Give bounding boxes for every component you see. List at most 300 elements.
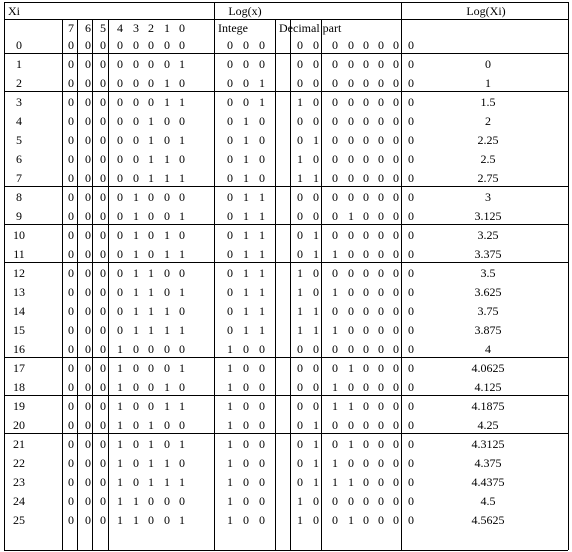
decimal-bit: 1: [313, 228, 319, 242]
decimal-bit: 0: [332, 38, 338, 52]
decimal-bit: 1: [297, 323, 303, 337]
bit-cell: 0: [85, 228, 91, 242]
bit-cell: 0: [164, 209, 170, 223]
bit-cell: 0: [100, 285, 106, 299]
decimal-bit: 0: [313, 57, 319, 71]
xi-value: 23: [13, 475, 25, 489]
decimal-bit: 1: [348, 399, 354, 413]
decimal-bit: 0: [348, 380, 354, 394]
bit-cell: 0: [100, 475, 106, 489]
decimal-bit: 0: [348, 133, 354, 147]
bit-index-label: 1: [164, 21, 170, 35]
bit-cell: 1: [117, 494, 123, 508]
decimal-bit: 0: [297, 418, 303, 432]
log-xi-value: 3.5: [480, 266, 496, 280]
bit-cell: 1: [133, 209, 139, 223]
decimal-bit: 0: [393, 133, 399, 147]
xi-value: 4: [16, 114, 22, 128]
log-xi-value: 4.3125: [471, 437, 505, 451]
bit-cell: 1: [164, 399, 170, 413]
integer-bit: 0: [227, 114, 233, 128]
decimal-bit: 0: [393, 38, 399, 52]
bit-cell: 0: [117, 38, 123, 52]
bit-cell: 0: [164, 361, 170, 375]
decimal-bit: 0: [393, 76, 399, 90]
column-divider: [214, 2, 215, 550]
log-xi-value: 3.375: [474, 247, 502, 261]
bit-cell: 0: [85, 190, 91, 204]
bit-cell: 0: [68, 171, 74, 185]
decimal-bit: 0: [363, 133, 369, 147]
decimal-bit: 0: [348, 266, 354, 280]
bit-cell: 0: [148, 494, 154, 508]
bit-index-label: 6: [85, 21, 91, 35]
decimal-bit: 1: [297, 171, 303, 185]
bit-cell: 0: [164, 437, 170, 451]
group-divider: [4, 224, 568, 225]
bit-cell: 1: [179, 513, 185, 527]
decimal-bit: 0: [363, 209, 369, 223]
decimal-bit: 0: [363, 380, 369, 394]
bit-cell: 0: [117, 57, 123, 71]
decimal-bit: 0: [393, 380, 399, 394]
integer-bit: 0: [227, 152, 233, 166]
bit-cell: 0: [68, 38, 74, 52]
bit-cell: 0: [117, 133, 123, 147]
bit-cell: 1: [117, 475, 123, 489]
decimal-bit: 0: [408, 76, 414, 90]
integer-bit: 0: [227, 323, 233, 337]
decimal-bit: 0: [378, 399, 384, 413]
decimal-bit: 0: [393, 323, 399, 337]
decimal-bit: 1: [313, 171, 319, 185]
decimal-bit: 0: [393, 171, 399, 185]
decimal-bit: 0: [408, 152, 414, 166]
xi-value: 21: [13, 437, 25, 451]
decimal-bit: 0: [393, 342, 399, 356]
column-divider: [62, 19, 63, 550]
bit-cell: 0: [117, 152, 123, 166]
decimal-bit: 0: [363, 152, 369, 166]
decimal-bit: 0: [297, 342, 303, 356]
bit-cell: 0: [117, 323, 123, 337]
bit-index-label: 4: [117, 21, 123, 35]
column-divider: [108, 19, 109, 550]
xi-value: 14: [13, 304, 25, 318]
bit-cell: 0: [85, 57, 91, 71]
decimal-bit: 0: [297, 133, 303, 147]
bit-cell: 0: [133, 76, 139, 90]
bit-index-label: 3: [133, 21, 139, 35]
integer-bit: 0: [243, 475, 249, 489]
decimal-bit: 0: [393, 494, 399, 508]
bit-cell: 1: [133, 190, 139, 204]
decimal-bit: 0: [408, 304, 414, 318]
decimal-bit: 0: [348, 38, 354, 52]
bit-cell: 0: [68, 361, 74, 375]
decimal-bit: 0: [378, 342, 384, 356]
bit-cell: 1: [179, 209, 185, 223]
bit-cell: 0: [85, 285, 91, 299]
decimal-bit: 0: [297, 380, 303, 394]
log-xi-value: 3.75: [477, 304, 499, 318]
decimal-bit: 0: [378, 247, 384, 261]
decimal-bit: 1: [313, 304, 319, 318]
integer-bit: 1: [243, 209, 249, 223]
column-divider: [92, 19, 93, 550]
xi-value: 16: [13, 342, 25, 356]
decimal-bit: 0: [378, 76, 384, 90]
decimal-bit: 0: [348, 152, 354, 166]
decimal-bit: 0: [313, 399, 319, 413]
bit-cell: 0: [133, 361, 139, 375]
decimal-bit: 1: [313, 456, 319, 470]
bit-cell: 0: [68, 95, 74, 109]
decimal-bit: 0: [408, 228, 414, 242]
bit-cell: 0: [148, 380, 154, 394]
bit-cell: 0: [179, 418, 185, 432]
integer-bit: 0: [243, 342, 249, 356]
integer-bit: 0: [243, 76, 249, 90]
decimal-bit: 0: [378, 323, 384, 337]
bit-cell: 0: [164, 190, 170, 204]
bit-cell: 1: [148, 456, 154, 470]
decimal-bit: 0: [378, 361, 384, 375]
bit-cell: 0: [179, 266, 185, 280]
integer-bit: 0: [259, 57, 265, 71]
decimal-bit: 0: [393, 114, 399, 128]
bit-cell: 0: [100, 304, 106, 318]
decimal-bit: 0: [363, 95, 369, 109]
bit-cell: 0: [85, 323, 91, 337]
decimal-bit: 0: [378, 228, 384, 242]
integer-bit: 1: [259, 304, 265, 318]
bit-cell: 0: [179, 304, 185, 318]
integer-bit: 0: [243, 456, 249, 470]
xi-value: 9: [16, 209, 22, 223]
bit-cell: 1: [164, 95, 170, 109]
integer-bit: 0: [227, 133, 233, 147]
decimal-bit: 0: [348, 494, 354, 508]
integer-bit: 0: [227, 285, 233, 299]
bit-cell: 0: [117, 228, 123, 242]
decimal-bit: 0: [378, 456, 384, 470]
bit-cell: 0: [68, 266, 74, 280]
bit-cell: 0: [68, 380, 74, 394]
decimal-bit: 0: [378, 57, 384, 71]
bit-cell: 1: [164, 228, 170, 242]
integer-bit: 0: [259, 38, 265, 52]
integer-bit: 0: [259, 399, 265, 413]
group-divider: [4, 433, 568, 434]
header-divider: [4, 19, 568, 20]
decimal-bit: 0: [297, 228, 303, 242]
decimal-bit: 0: [332, 133, 338, 147]
bit-cell: 1: [133, 494, 139, 508]
bit-cell: 0: [133, 399, 139, 413]
xi-value: 5: [16, 133, 22, 147]
bit-cell: 0: [85, 304, 91, 318]
decimal-bit: 0: [408, 190, 414, 204]
bit-cell: 0: [85, 361, 91, 375]
decimal-bit: 1: [313, 247, 319, 261]
bit-cell: 0: [100, 437, 106, 451]
bit-cell: 0: [68, 323, 74, 337]
integer-bit: 0: [227, 76, 233, 90]
decimal-bit: 0: [332, 437, 338, 451]
bit-cell: 0: [179, 190, 185, 204]
decimal-bit: 0: [332, 513, 338, 527]
bit-cell: 0: [85, 380, 91, 394]
decimal-bit: 0: [363, 228, 369, 242]
decimal-bit: 0: [363, 247, 369, 261]
bit-cell: 1: [117, 513, 123, 527]
integer-bit: 1: [259, 95, 265, 109]
bit-cell: 0: [117, 285, 123, 299]
integer-bit: 0: [259, 342, 265, 356]
integer-bit: 1: [227, 513, 233, 527]
bit-cell: 1: [179, 95, 185, 109]
bit-cell: 0: [100, 361, 106, 375]
integer-bit: 1: [243, 304, 249, 318]
bit-cell: 0: [100, 38, 106, 52]
decimal-bit: 0: [332, 342, 338, 356]
bit-cell: 0: [100, 342, 106, 356]
integer-bit: 1: [243, 266, 249, 280]
bit-cell: 0: [133, 437, 139, 451]
bit-cell: 1: [148, 171, 154, 185]
decimal-bit: 0: [297, 190, 303, 204]
integer-bit: 1: [259, 76, 265, 90]
integer-bit: 0: [243, 361, 249, 375]
integer-bit: 0: [227, 266, 233, 280]
bit-cell: 0: [117, 247, 123, 261]
integer-bit: 1: [227, 494, 233, 508]
decimal-bit: 0: [332, 494, 338, 508]
decimal-bit: 0: [348, 323, 354, 337]
decimal-bit: 0: [313, 76, 319, 90]
log-xi-value: 4.4375: [471, 475, 505, 489]
integer-bit: 1: [259, 266, 265, 280]
decimal-bit: 0: [408, 209, 414, 223]
log-xi-value: 2.5: [480, 152, 496, 166]
bit-cell: 0: [85, 266, 91, 280]
decimal-bit: 1: [297, 304, 303, 318]
integer-bit: 0: [259, 114, 265, 128]
bit-cell: 1: [117, 361, 123, 375]
decimal-bit: 0: [408, 57, 414, 71]
bit-cell: 0: [68, 209, 74, 223]
integer-bit: 0: [227, 247, 233, 261]
decimal-bit: 0: [393, 437, 399, 451]
integer-bit: 1: [243, 152, 249, 166]
decimal-bit: 0: [363, 437, 369, 451]
integer-bit: 1: [243, 247, 249, 261]
decimal-bit: 0: [297, 38, 303, 52]
decimal-bit: 0: [332, 304, 338, 318]
integer-bit: 0: [227, 57, 233, 71]
bit-cell: 0: [164, 418, 170, 432]
log-xi-value: 3.875: [474, 323, 502, 337]
decimal-bit: 0: [408, 285, 414, 299]
bit-cell: 1: [117, 456, 123, 470]
bit-cell: 0: [133, 152, 139, 166]
decimal-bit: 0: [378, 266, 384, 280]
decimal-bit: 0: [332, 76, 338, 90]
bit-cell: 0: [100, 247, 106, 261]
decimal-bit: 0: [393, 209, 399, 223]
xi-value: 10: [13, 228, 25, 242]
integer-bit: 0: [259, 361, 265, 375]
bit-cell: 1: [117, 418, 123, 432]
integer-bit: 0: [227, 304, 233, 318]
bit-cell: 1: [133, 266, 139, 280]
bit-cell: 1: [133, 285, 139, 299]
bit-cell: 0: [164, 342, 170, 356]
decimal-bit: 0: [332, 361, 338, 375]
decimal-bit: 0: [348, 95, 354, 109]
bit-cell: 1: [148, 323, 154, 337]
integer-bit: 1: [259, 247, 265, 261]
decimal-bit: 0: [363, 418, 369, 432]
decimal-bit: 0: [313, 494, 319, 508]
bit-cell: 0: [148, 209, 154, 223]
decimal-bit: 0: [393, 95, 399, 109]
log-xi-value: 2.25: [477, 133, 499, 147]
bit-cell: 0: [100, 171, 106, 185]
decimal-bit: 0: [363, 171, 369, 185]
decimal-bit: 0: [297, 437, 303, 451]
decimal-bit: 0: [378, 418, 384, 432]
bit-cell: 0: [68, 342, 74, 356]
bit-cell: 0: [68, 437, 74, 451]
log-xi-value: 3.25: [477, 228, 499, 242]
bit-cell: 0: [179, 76, 185, 90]
bit-cell: 0: [100, 95, 106, 109]
decimal-bit: 0: [363, 57, 369, 71]
log-xi-value: 3: [485, 190, 491, 204]
decimal-bit: 0: [393, 57, 399, 71]
decimal-bit: 1: [313, 133, 319, 147]
bit-cell: 0: [117, 190, 123, 204]
integer-bit: 1: [227, 475, 233, 489]
bit-cell: 1: [117, 437, 123, 451]
decimal-bit: 0: [378, 304, 384, 318]
group-divider: [4, 91, 568, 92]
bit-cell: 1: [164, 152, 170, 166]
integer-bit: 0: [227, 171, 233, 185]
table-right-border: [568, 2, 569, 550]
integer-bit: 0: [243, 418, 249, 432]
bit-cell: 0: [100, 513, 106, 527]
decimal-bit: 0: [393, 456, 399, 470]
bit-cell: 1: [164, 76, 170, 90]
integer-bit: 0: [243, 57, 249, 71]
bit-cell: 1: [179, 475, 185, 489]
column-divider: [321, 19, 322, 550]
bit-cell: 0: [68, 57, 74, 71]
decimal-bit: 0: [297, 399, 303, 413]
bit-cell: 0: [100, 190, 106, 204]
decimal-bit: 1: [332, 285, 338, 299]
bit-cell: 0: [85, 342, 91, 356]
integer-bit: 1: [259, 228, 265, 242]
bit-cell: 0: [68, 190, 74, 204]
decimal-bit: 1: [297, 513, 303, 527]
decimal-bit: 0: [378, 513, 384, 527]
decimal-bit: 0: [408, 95, 414, 109]
bit-cell: 0: [85, 494, 91, 508]
bit-cell: 1: [164, 247, 170, 261]
integer-bit: 1: [227, 399, 233, 413]
log-xi-value: 0: [485, 57, 491, 71]
integer-bit: 1: [243, 133, 249, 147]
decimal-bit: 0: [363, 190, 369, 204]
decimal-bit: 0: [378, 171, 384, 185]
decimal-bit: 0: [313, 513, 319, 527]
integer-bit: 0: [227, 95, 233, 109]
decimal-bit: 0: [348, 456, 354, 470]
decimal-bit: 0: [393, 361, 399, 375]
bit-cell: 0: [133, 57, 139, 71]
bit-cell: 1: [179, 57, 185, 71]
decimal-bit: 0: [393, 228, 399, 242]
bit-cell: 0: [100, 323, 106, 337]
decimal-bit: 0: [297, 57, 303, 71]
bit-cell: 1: [179, 399, 185, 413]
decimal-bit: 0: [363, 266, 369, 280]
bit-cell: 0: [68, 133, 74, 147]
decimal-bit: 0: [363, 38, 369, 52]
bit-cell: 0: [133, 475, 139, 489]
decimal-bit: 0: [363, 304, 369, 318]
bit-cell: 1: [164, 304, 170, 318]
bit-cell: 0: [100, 209, 106, 223]
decimal-bit: 0: [332, 209, 338, 223]
bit-cell: 0: [85, 399, 91, 413]
decimal-bit: 0: [348, 418, 354, 432]
decimal-bit: 0: [313, 190, 319, 204]
bit-cell: 1: [133, 323, 139, 337]
decimal-bit: 0: [332, 57, 338, 71]
bit-cell: 1: [148, 152, 154, 166]
integer-bit: 1: [227, 456, 233, 470]
decimal-bit: 0: [297, 114, 303, 128]
decimal-bit: 0: [332, 171, 338, 185]
decimal-bit: 1: [297, 266, 303, 280]
bit-cell: 1: [164, 456, 170, 470]
decimal-bit: 1: [348, 513, 354, 527]
bit-cell: 0: [68, 456, 74, 470]
integer-bit: 0: [227, 38, 233, 52]
bit-cell: 0: [117, 95, 123, 109]
decimal-bit: 0: [408, 418, 414, 432]
decimal-bit: 0: [332, 95, 338, 109]
decimal-bit: 0: [332, 228, 338, 242]
log-xi-value: 4.1875: [471, 399, 505, 413]
bit-cell: 0: [100, 114, 106, 128]
bit-cell: 0: [85, 475, 91, 489]
decimal-bit: 0: [408, 38, 414, 52]
bit-cell: 0: [100, 228, 106, 242]
bit-cell: 1: [148, 285, 154, 299]
bit-cell: 0: [68, 247, 74, 261]
bit-cell: 0: [117, 266, 123, 280]
bit-cell: 0: [85, 171, 91, 185]
decimal-bit: 0: [297, 247, 303, 261]
integer-bit: 1: [243, 323, 249, 337]
xi-value: 13: [13, 285, 25, 299]
